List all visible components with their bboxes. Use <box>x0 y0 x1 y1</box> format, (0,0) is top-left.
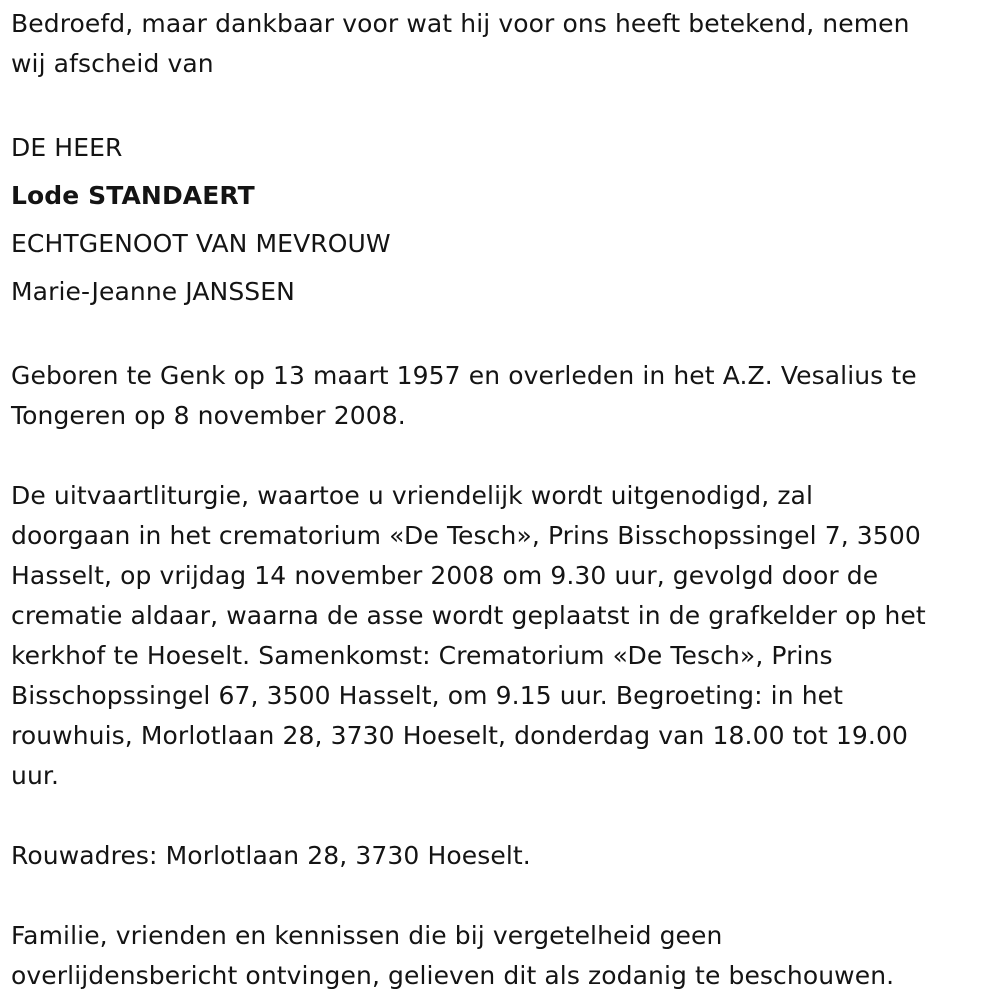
address-text: Rouwadres: Morlotlaan 28, 3730 Hoeselt. <box>11 841 531 870</box>
spacer <box>11 316 991 356</box>
spouse-name: Marie-Jeanne JANSSEN <box>11 277 295 306</box>
spacer <box>11 436 991 476</box>
spacer <box>11 796 991 836</box>
deceased-name: Lode STANDAERT <box>11 181 255 210</box>
relation-text: ECHTGENOOT VAN MEVROUW <box>11 229 391 258</box>
birth-death-text: Geboren te Genk op 13 maart 1957 en overleden in het A.Z. Vesalius te Tongeren op 8 november 2008. <box>11 361 917 430</box>
spacer <box>11 876 991 916</box>
closing-text: Familie, vrienden en kennissen die bij vergetelheid geen overlijdensbericht ontvingen, gelieven dit als zodanig te beschouwen. <box>11 921 895 990</box>
title-text: DE HEER <box>11 133 123 162</box>
spacer <box>11 84 991 124</box>
intro-text: Bedroefd, maar dankbaar voor wat hij voor ons heeft betekend, nemen wij afscheid van <box>11 9 910 78</box>
death-notice <box>11 4 991 996</box>
funeral-text: De uitvaartliturgie, waartoe u vriendelijk wordt uitgenodigd, zal doorgaan in het crematorium «De Tesch», Prins Bisschopssingel 7, 3500 Hasselt, op vrijdag 14 november 2008 om 9.30 uur, gevolgd door de crematie aldaar, waarna de asse wordt geplaatst in de grafkelder op het kerkhof te Hoeselt. Samenkomst: Crematorium «De Tesch», Prins Bisschopssingel 67, 3500 Hasselt, om 9.15 uur. Begroeting: in het rouwhuis, Morlotlaan 28, 3730 Hoeselt, donderdag van 18.00 tot 19.00 uur. <box>11 481 926 790</box>
